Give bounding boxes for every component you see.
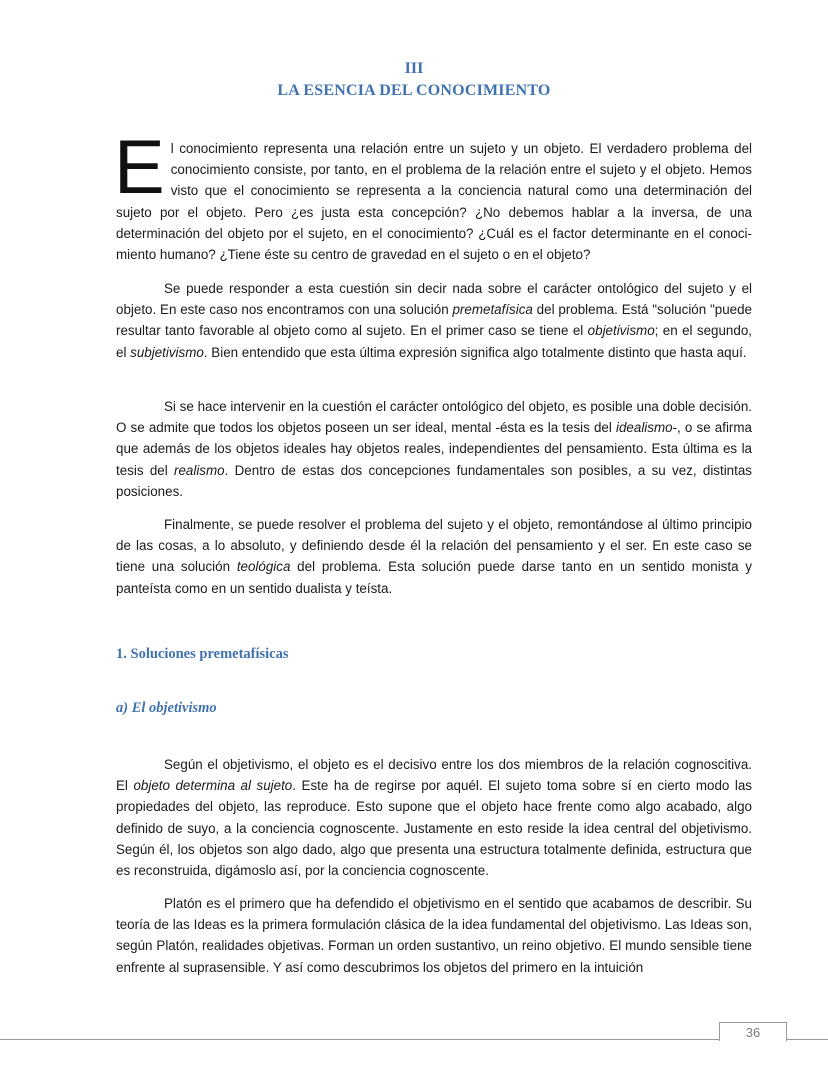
paragraph-teologica (116, 514, 752, 599)
text-run: . Este ha de regirse por aquél. El sujeto toma sobre sí en cierto modo las propiedades del objeto, las reproduce. Esto supone que el objeto hace frente como algo acabado, algo definido de suyo, a la conciencia cognoscente. Justamente en esto reside la idea central del objetivismo. Según él, los objetos son algo dado, algo que presenta una estructura totalmente definida, estructura que es reconstruida, digámoslo así, por la conciencia cognoscente. (116, 778, 752, 879)
text-run: del problema. Está "solución "puede resultar tanto favorable al objeto como al sujeto. En el primer caso se tiene el (116, 302, 752, 339)
text-run: -, o se afirma que además de los objetos ideales hay objetos reales, independientes del pensamiento. Esta última es la tesis del (116, 420, 752, 478)
footer-rule (0, 1039, 828, 1040)
text-run: . Dentro de estas dos concepciones fundamentales son posibles, a su vez, distintas posiciones. (116, 462, 752, 499)
paragraph-platon: Platón es el primero que ha defendido el objetivismo en el sentido que acabamos de describir. Su teoría de las Ideas es la primera formulación clásica de la idea fundamental del objetivismo. Las Ideas son, según Platón, realidades objetivas. Forman un orden sustantivo, un reino objetivo. El mundo sensible tiene enfrente al suprasensible. Y así como descubrimos los objetos del primero en la intuición (116, 896, 752, 975)
emphasis: objetivismo (587, 323, 655, 339)
text-run: ; en el segundo, el (116, 323, 752, 360)
emphasis: realismo (174, 462, 225, 478)
chapter-header (0, 58, 828, 102)
chapter-title: LA ESENCIA DEL CONOCIMIENTO (277, 82, 551, 99)
emphasis: subjetivismo (130, 344, 204, 360)
text-run: Se puede responder a esta cuestión sin decir nada sobre el carácter ontológico del sujeto y el objeto. En este caso nos encontramos con una solución (116, 281, 752, 318)
text-run: . Bien entendido que esta última expresión significa algo totalmente distinto que hasta aquí. (203, 344, 747, 360)
section-heading: 1. Soluciones premetafísicas (116, 646, 289, 662)
paragraph-objetivismo (116, 754, 752, 881)
paragraph-ontologico (116, 396, 752, 502)
emphasis: objeto determina al sujeto (133, 778, 293, 794)
emphasis: teológica (236, 559, 291, 575)
paragraph-premetafisica (116, 278, 752, 363)
intro-paragraph (114, 125, 752, 265)
text-run: Según el objetivismo, el objeto es el decisivo entre los dos miembros de la relación cognoscitiva. El (116, 757, 752, 794)
emphasis: premetafísica (452, 302, 533, 318)
chapter-number: III (404, 60, 424, 77)
emphasis: idealismo (616, 420, 673, 436)
drop-cap: E (114, 125, 165, 210)
text-run: del problema. Esta solución puede darse tanto en un sentido monista y panteísta como en un sentido dualista y teísta. (116, 559, 752, 596)
text-run: Finalmente, se puede resolver el problema del sujeto y el objeto, remontándose al último principio de las cosas, a lo absoluto, y definiendo desde él la relación del pensamiento y el ser. En este caso se tiene una solución (116, 517, 752, 575)
intro-text: l conocimiento representa una relación entre un sujeto y un objeto. El verdadero problema del conocimiento consiste, por tanto, en el problema de la relación entre el sujeto y el objeto. Hemos visto que el conocimiento se representa a la conciencia natural como una determinación del sujeto por el objeto. Pero ¿es justa esta concepción? ¿No debemos hablar a la inversa, de una determinación del objeto por el sujeto, en el conocimiento? ¿Cuál es el factor determinante en el conocimiento humano? ¿Tiene éste su centro de gravedad en el sujeto o en el objeto? (116, 141, 752, 263)
page-number: 36 (719, 1022, 787, 1041)
text-run: Si se hace intervenir en la cuestión el carácter ontológico del objeto, es posible una doble decisión. O se admite que todos los objetos poseen un ser ideal, mental -ésta es la tesis del (116, 399, 752, 436)
subsection-heading: a) El objetivismo (116, 700, 217, 716)
